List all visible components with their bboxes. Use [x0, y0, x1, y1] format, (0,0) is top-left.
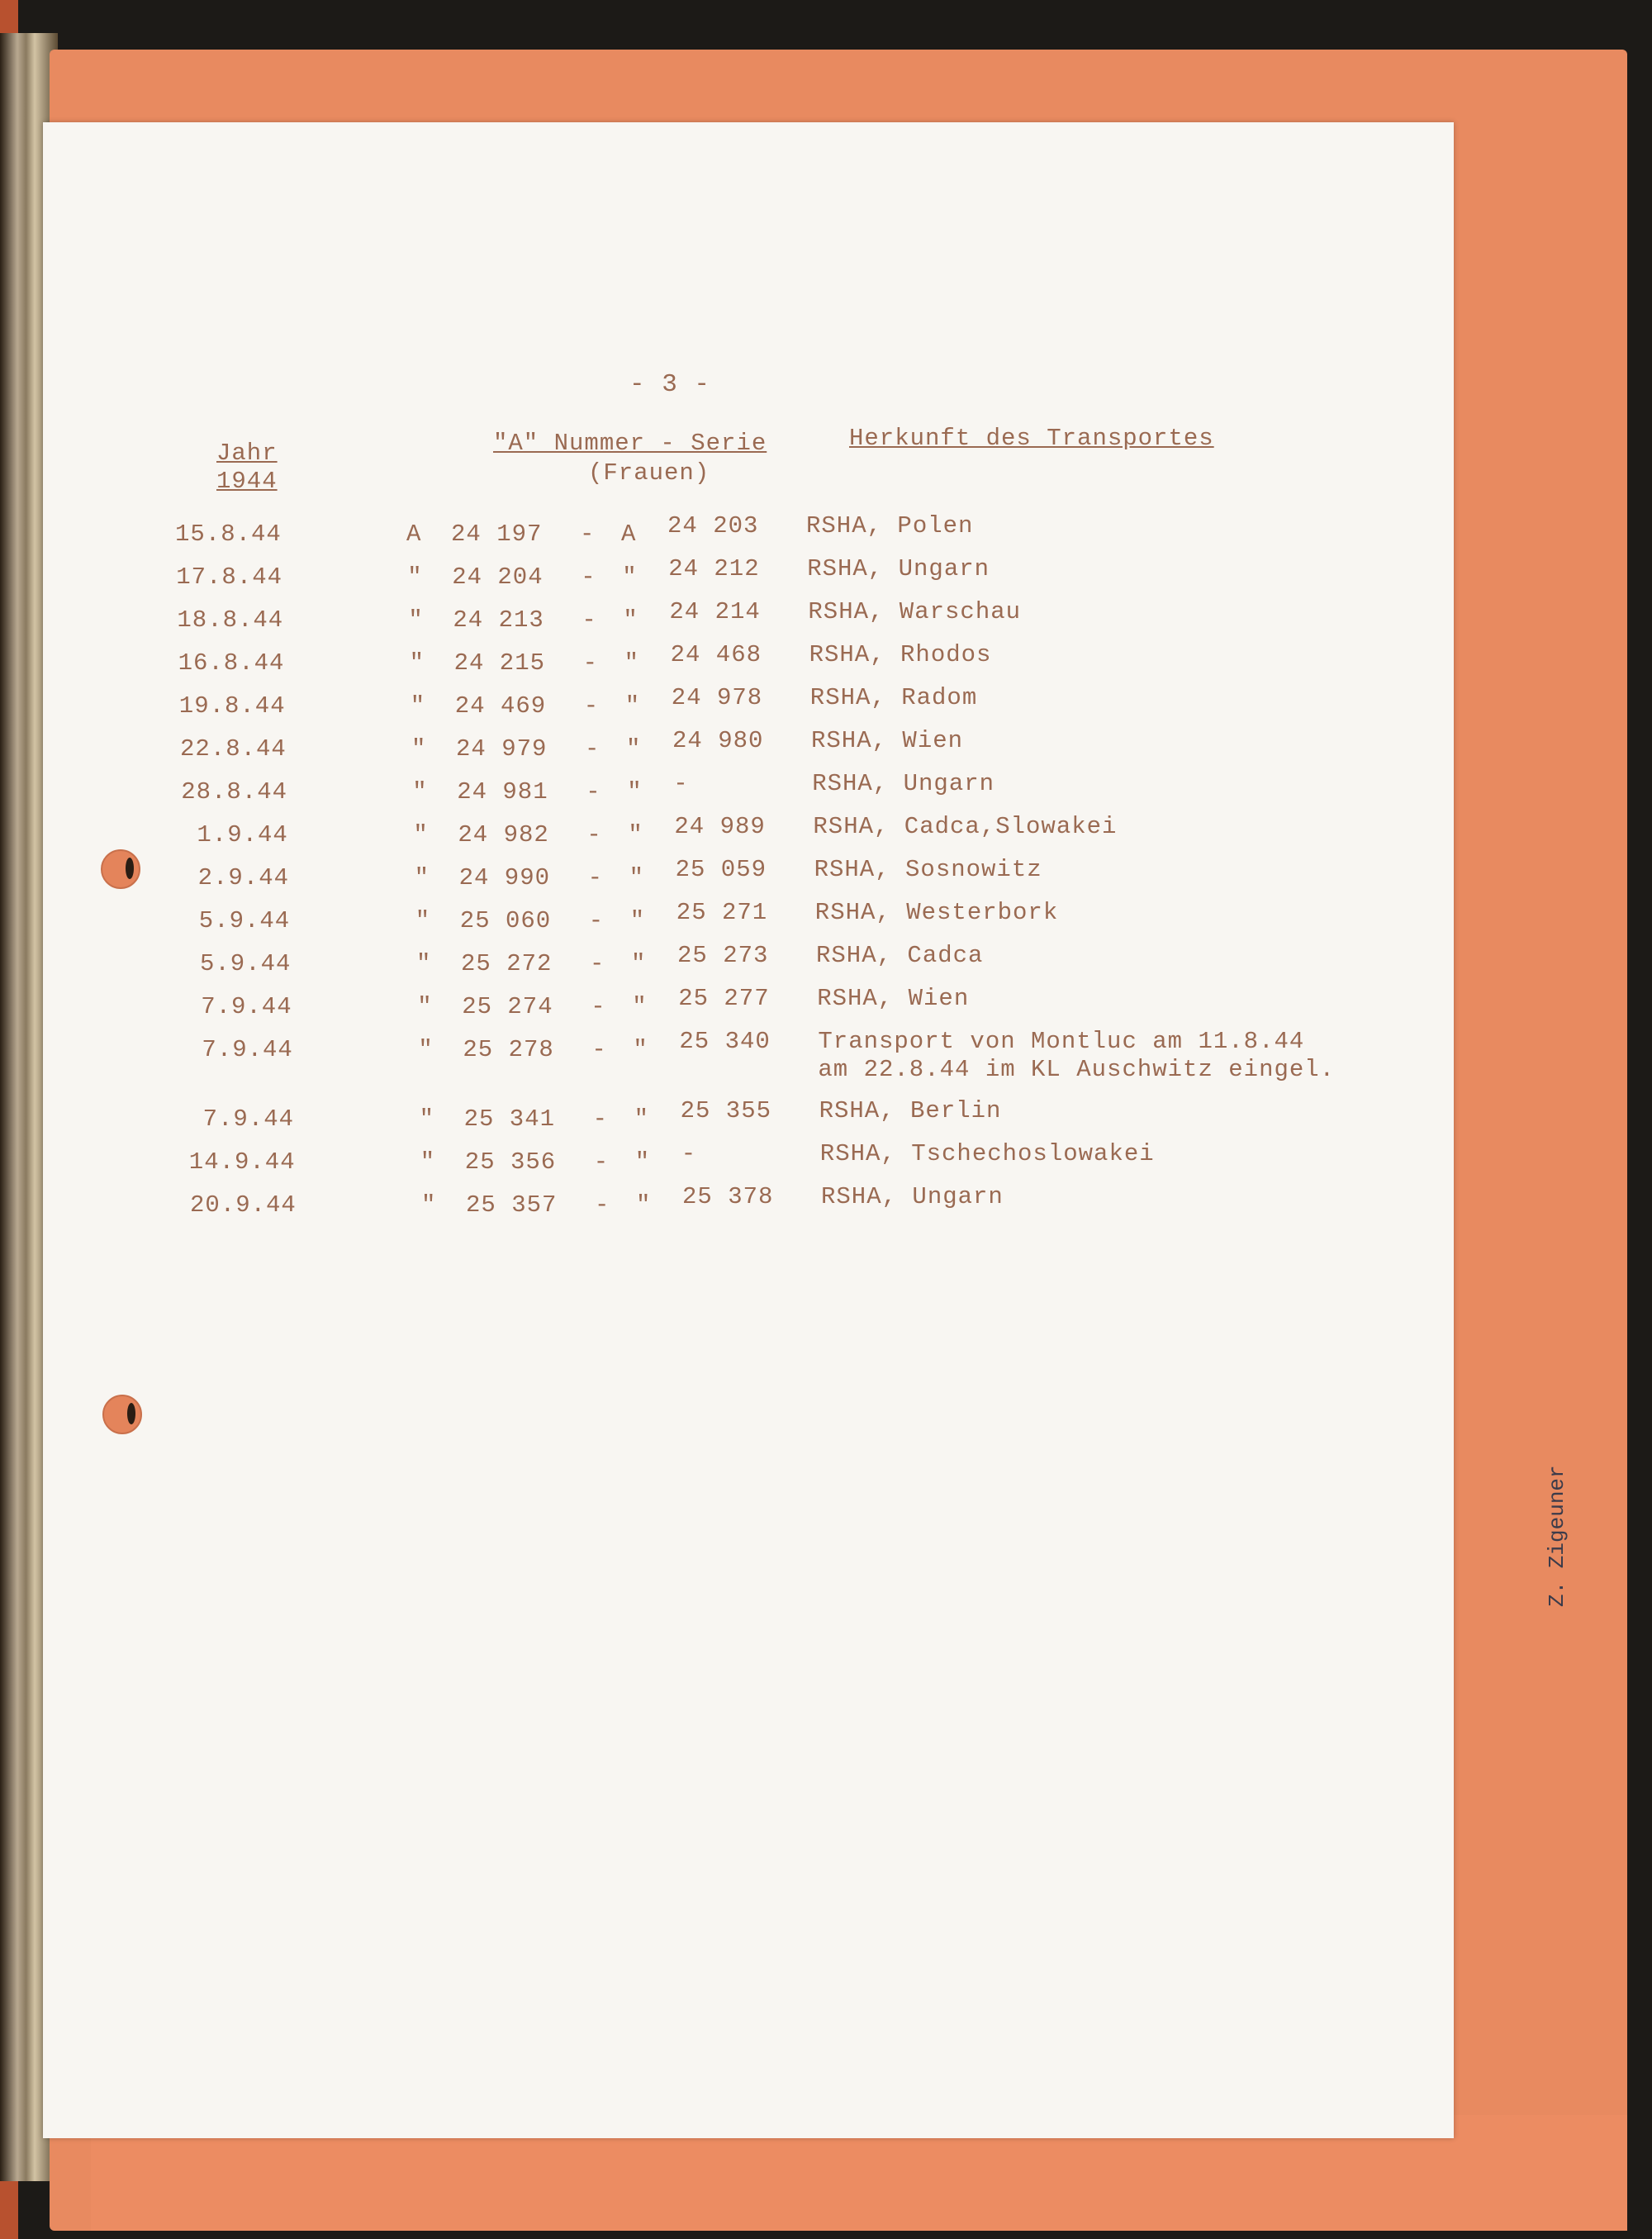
cell-date: 16.8.44	[178, 649, 285, 677]
cell-p2: "	[634, 1105, 649, 1133]
side-label: Z. Zigeuner	[1545, 1465, 1569, 1607]
cell-to: 24 989	[674, 813, 766, 840]
cell-from: 25 356	[464, 1148, 557, 1176]
cell-p2: "	[631, 950, 647, 977]
cell-date: 18.8.44	[177, 606, 284, 634]
cell-p1: "	[409, 649, 425, 677]
cell-p1: "	[413, 821, 429, 849]
cell-to: -	[681, 1140, 697, 1167]
cell-to: 25 059	[675, 856, 767, 883]
cell-to: 24 980	[672, 727, 764, 754]
cell-date: 22.8.44	[180, 735, 287, 763]
header-serie-sub: (Frauen)	[588, 459, 710, 487]
cell-to: 24 214	[669, 598, 761, 625]
cell-to: -	[673, 770, 689, 797]
header-year-label: Jahr	[216, 440, 278, 467]
cell-dash: -	[592, 1105, 608, 1133]
cell-origin: Transport von Montluc am 11.8.44	[818, 1028, 1305, 1055]
punch-hole-icon	[101, 849, 140, 889]
cell-from: 25 357	[466, 1191, 558, 1219]
cell-p2: "	[627, 778, 643, 806]
cell-p2: A	[621, 521, 637, 548]
cell-dash: -	[590, 950, 605, 977]
cell-dash: -	[591, 993, 606, 1020]
cell-p1: "	[412, 778, 428, 806]
cell-to: 24 978	[671, 684, 763, 711]
cell-dash: -	[585, 735, 601, 763]
cell-p1: "	[420, 1148, 436, 1176]
cell-date: 28.8.44	[181, 778, 288, 806]
cell-date: 5.9.44	[200, 950, 292, 977]
cell-from: 25 060	[459, 907, 552, 934]
cell-p2: "	[622, 563, 638, 591]
document-sheet	[43, 122, 1454, 2138]
cell-p2: "	[624, 692, 641, 720]
cell-from: 24 981	[457, 778, 548, 806]
cell-origin: RSHA, Polen	[806, 512, 974, 540]
cell-origin: RSHA, Rhodos	[809, 641, 992, 668]
cell-p1: "	[416, 950, 432, 977]
cell-dash: -	[582, 606, 597, 634]
cell-to: 25 355	[680, 1097, 772, 1124]
cell-date: 7.9.44	[202, 1036, 293, 1063]
cell-p1: "	[421, 1191, 437, 1219]
cell-p1: A	[406, 521, 422, 548]
cell-p1: "	[410, 692, 426, 720]
cell-p2: "	[636, 1191, 652, 1219]
cell-p1: "	[414, 864, 430, 891]
header-origin: Herkunft des Transportes	[849, 425, 1214, 452]
cell-from: 25 341	[463, 1105, 556, 1133]
cell-from: 24 979	[456, 735, 548, 763]
cell-dash: -	[587, 864, 603, 891]
cell-date: 17.8.44	[176, 563, 283, 591]
punch-hole-icon	[102, 1395, 142, 1434]
cell-from: 24 215	[453, 649, 546, 677]
cell-p2: "	[634, 1148, 651, 1176]
cell-origin: RSHA, Ungarn	[821, 1183, 1004, 1210]
cell-from: 25 274	[462, 993, 553, 1020]
cell-p1: "	[419, 1105, 434, 1133]
cell-to: 25 271	[676, 899, 768, 926]
cell-p1: "	[415, 907, 431, 934]
cell-p1: "	[408, 606, 424, 634]
cell-dash: -	[586, 821, 602, 849]
cell-p2: "	[632, 993, 648, 1020]
cell-origin: RSHA, Warschau	[808, 598, 1022, 625]
cell-dash: -	[586, 778, 601, 806]
cell-date: 7.9.44	[201, 993, 292, 1020]
cell-p2: "	[626, 735, 642, 763]
cell-dash: -	[582, 649, 598, 677]
cell-from: 24 990	[458, 864, 551, 891]
page-number: - 3 -	[629, 370, 711, 399]
cell-p1: "	[417, 993, 433, 1020]
cell-from: 24 982	[458, 821, 549, 849]
cell-to: 25 277	[678, 985, 770, 1012]
cell-from: 24 197	[451, 521, 543, 548]
cell-date: 1.9.44	[197, 821, 288, 849]
header-year-value: 1944	[216, 468, 278, 495]
cell-to: 24 212	[668, 555, 760, 582]
cell-dash: -	[593, 1148, 610, 1176]
cell-origin: RSHA, Ungarn	[807, 555, 990, 582]
cell-origin: RSHA, Ungarn	[812, 770, 995, 797]
cell-date: 14.9.44	[188, 1148, 296, 1176]
cell-origin-line2: am 22.8.44 im KL Auschwitz eingel.	[818, 1056, 1336, 1083]
cell-p2: "	[628, 821, 643, 849]
cell-p2: "	[633, 1036, 648, 1063]
cell-origin: RSHA, Sosnowitz	[814, 856, 1042, 883]
cell-to: 25 378	[682, 1183, 774, 1210]
cell-from: 24 469	[454, 692, 547, 720]
cell-p1: "	[411, 735, 427, 763]
cell-origin: RSHA, Wien	[811, 727, 964, 754]
cell-to: 25 273	[677, 942, 769, 969]
cell-to: 25 340	[679, 1028, 771, 1055]
cell-from: 25 272	[461, 950, 553, 977]
cell-dash: -	[581, 563, 596, 591]
cell-p2: "	[623, 606, 638, 634]
cell-date: 7.9.44	[202, 1105, 295, 1133]
cell-from: 24 213	[453, 606, 544, 634]
cell-origin: RSHA, Wien	[817, 985, 970, 1012]
cell-dash: -	[583, 692, 600, 720]
cell-to: 24 468	[670, 641, 762, 668]
cell-date: 2.9.44	[197, 864, 290, 891]
cell-dash: -	[591, 1036, 607, 1063]
cell-date: 5.9.44	[198, 907, 291, 934]
cell-date: 20.9.44	[190, 1191, 297, 1219]
cell-origin: RSHA, Cadca	[816, 942, 984, 969]
cell-origin: RSHA, Westerbork	[814, 899, 1059, 926]
cell-p2: "	[629, 864, 644, 891]
cell-from: 25 278	[463, 1036, 554, 1063]
cell-to: 24 203	[667, 512, 759, 540]
cell-origin: RSHA, Radom	[809, 684, 978, 711]
header-serie: "A" Nummer - Serie	[493, 430, 767, 457]
cell-p1: "	[418, 1036, 434, 1063]
cell-p2: "	[629, 907, 646, 934]
cell-origin: RSHA, Berlin	[819, 1097, 1002, 1124]
cell-origin: RSHA, Cadca,Slowakei	[813, 813, 1118, 840]
cell-origin: RSHA, Tschechoslowakei	[819, 1140, 1155, 1167]
cell-dash: -	[595, 1191, 610, 1219]
cell-date: 15.8.44	[175, 521, 282, 548]
cell-from: 24 204	[452, 563, 544, 591]
cell-dash: -	[588, 907, 605, 934]
cell-p2: "	[624, 649, 639, 677]
cell-date: 19.8.44	[178, 692, 286, 720]
cell-dash: -	[580, 521, 596, 548]
cell-p1: "	[407, 563, 423, 591]
